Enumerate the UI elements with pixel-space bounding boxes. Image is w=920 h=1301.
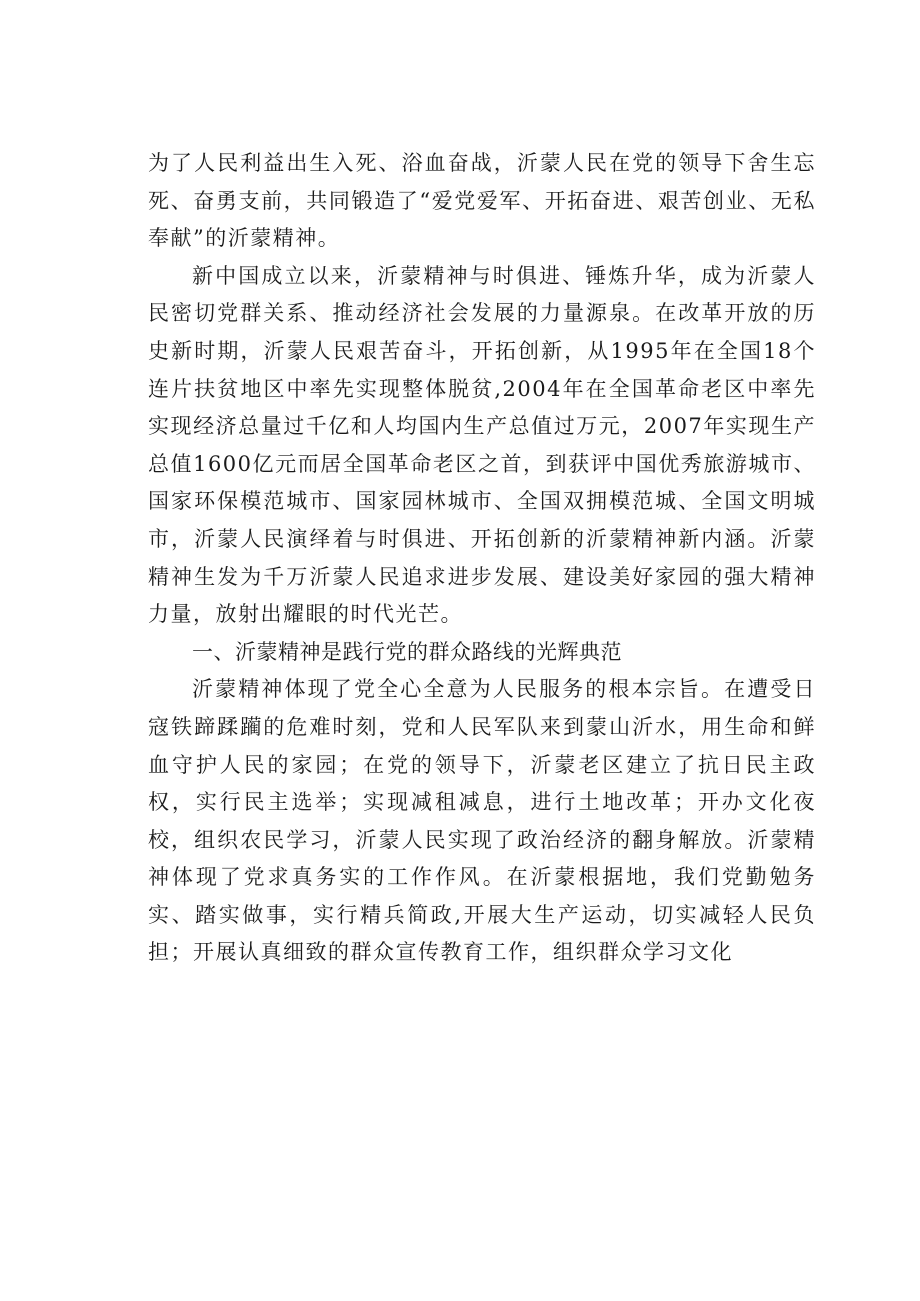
paragraph-new-china: 新中国成立以来，沂蒙精神与时俱进、锤炼升华，成为沂蒙人民密切党群关系、推动经济社会发展的力量源泉。在改革开放的历史新时期，沂蒙人民艰苦奋斗，开拓创新，从1995年在全国18个连片扶贫地区中率先实现整体脱贫,2004年在全国革命老区中率先实现经济总量过千亿和人均国内生产总值过万元，2007年实现生产总值1600亿元而居全国革命老区之首，到获评中国优秀旅游城市、国家环保模范城市、国家园林城市、全国双拥模范城、全国文明城市，沂蒙人民演绎着与时俱进、开拓创新的沂蒙精神新内涵。沂蒙精神生发为千万沂蒙人民追求进步发展、建设美好家园的强大精神力量，放射出耀眼的时代光芒。 [148,263,816,627]
document-body [148,145,816,972]
section-heading: 一、沂蒙精神是践行党的群众路线的光辉典范 [192,639,622,664]
paragraph-section-one: 沂蒙精神体现了党全心全意为人民服务的根本宗旨。在遭受日寇铁蹄蹂躏的危难时刻，党和人民军队来到蒙山沂水，用生命和鲜血守护人民的家园；在党的领导下，沂蒙老区建立了抗日民主政权，实行民主选举；实现减租减息，进行土地改革；开办文化夜校，组织农民学习，沂蒙人民实现了政治经济的翻身解放。沂蒙精神体现了党求真务实的工作作风。在沂蒙根据地，我们党勤勉务实、踏实做事，实行精兵简政,开展大生产运动，切实减轻人民负担；开展认真细致的群众宣传教育工作，组织群众学习文化 [148,677,816,965]
paragraph-continuation: 为了人民利益出生入死、浴血奋战，沂蒙人民在党的领导下舍生忘死、奋勇支前，共同锻造了“爱党爱军、开拓奋进、艰苦创业、无私奉献”的沂蒙精神。 [148,151,816,251]
